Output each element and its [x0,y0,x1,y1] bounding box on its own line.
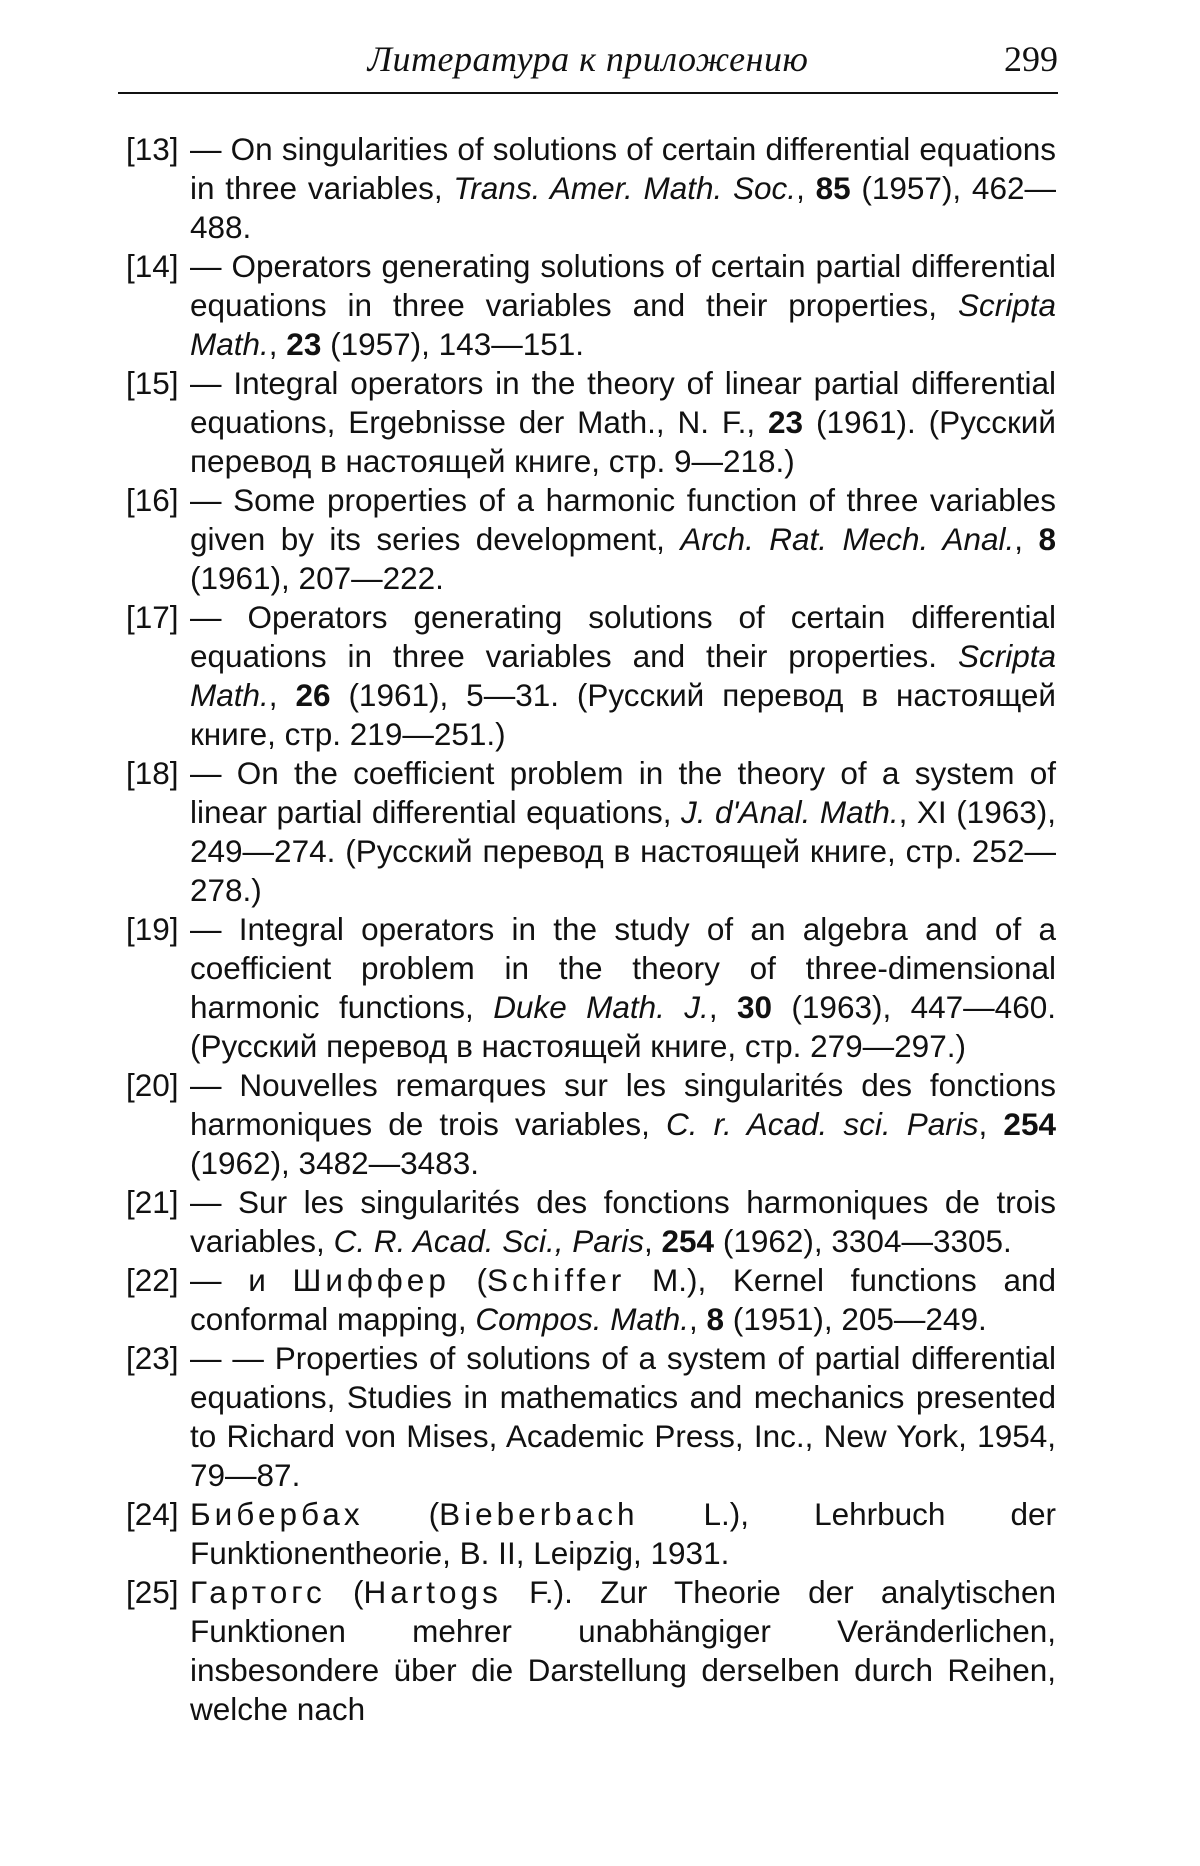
reference-entry [126,598,1056,754]
reference-text-segment: Bieberbach [439,1496,638,1532]
reference-text-segment: Scripta Math. [190,638,1056,713]
reference-text-segment: F.). Zur Theorie der analytischen Funktionen mehrer unabhängiger Veränderlichen, insbesondere über die Darstellung derselben durch Reihen, welche nach [190,1574,1056,1727]
reference-text [190,1066,1056,1183]
reference-entry [126,1066,1056,1183]
reference-entry [126,754,1056,910]
reference-text-segment: L.), Lehrbuch der Funktionentheorie, B. II, Leipzig, 1931. [190,1496,1056,1571]
reference-entry [126,910,1056,1066]
reference-text [190,481,1056,598]
page-number: 299 [1004,38,1058,80]
reference-entry [126,1495,1056,1573]
reference-text-segment: 30 [737,989,772,1025]
reference-text-segment: 26 [295,677,330,713]
reference-text-segment: (1951), 205—249. [724,1301,987,1337]
reference-number: [18] [126,754,179,793]
reference-text-segment: 8 [1038,521,1056,557]
reference-text [190,364,1056,481]
reference-text-segment: , [689,1301,707,1337]
reference-text-segment: M.), Kernel functions and conformal mapping, [190,1262,1056,1337]
reference-text-segment: Compos. Math. [475,1301,689,1337]
reference-text-segment: , [644,1223,662,1259]
reference-text-segment: (1962), 3304—3305. [714,1223,1012,1259]
reference-entry [126,1339,1056,1495]
reference-text-segment: , [269,326,287,362]
reference-text-segment: Бибербах [190,1496,364,1532]
reference-entry [126,1573,1056,1729]
reference-number: [21] [126,1183,179,1222]
book-page [0,0,1200,1866]
reference-entry [126,1261,1056,1339]
reference-number: [25] [126,1573,179,1612]
reference-text [190,754,1056,910]
reference-text-segment: — On the coefficient problem in the theory of a system of linear partial differential equations, [190,755,1056,830]
reference-text-segment: — Some properties of a harmonic function of three variables given by its series development, [190,482,1056,557]
reference-text-segment: Duke Math. J. [493,989,709,1025]
reference-text-segment: — Nouvelles remarques sur les singularités des fonctions harmoniques de trois variables, [190,1067,1056,1142]
reference-text-segment: — Operators generating solutions of certain partial differential equations in three variables and their properties, [190,248,1056,323]
reference-text [190,1261,1056,1339]
reference-text-segment: (1963), 447—460. (Русский перевод в настоящей книге, стр. 279—297.) [190,989,1056,1064]
reference-text-segment: Arch. Rat. Mech. Anal. [680,521,1014,557]
reference-text-segment: 85 [816,170,851,206]
reference-text-segment: , [269,677,296,713]
reference-text-segment: ( [450,1262,487,1298]
reference-number: [14] [126,247,179,286]
reference-number: [15] [126,364,179,403]
reference-number: [20] [126,1066,179,1105]
reference-number: [22] [126,1261,179,1300]
reference-number: [24] [126,1495,179,1534]
reference-entry [126,1183,1056,1261]
reference-entry [126,481,1056,598]
reference-text-segment: Schiffer [487,1262,625,1298]
reference-entry [126,247,1056,364]
header-rule [118,92,1058,94]
reference-text [190,910,1056,1066]
reference-text-segment: (1962), 3482—3483. [190,1145,479,1181]
page-header [118,38,1058,88]
reference-text-segment: — Operators generating solutions of certain differential equations in three variables and their properties. [190,599,1056,674]
reference-text-segment: (1957), 143—151. [321,326,584,362]
reference-text-segment: J. d'Anal. Math. [681,794,899,830]
reference-text-segment: Шиффер [293,1262,450,1298]
reference-text-segment: — и [190,1262,293,1298]
reference-text [190,598,1056,754]
reference-list [126,130,1056,1729]
reference-text-segment: 8 [707,1301,725,1337]
reference-number: [19] [126,910,179,949]
reference-text-segment: Trans. Amer. Math. Soc. [453,170,796,206]
reference-text [190,1495,1056,1573]
reference-text-segment: 254 [662,1223,715,1259]
reference-number: [16] [126,481,179,520]
reference-text-segment: , [796,170,816,206]
reference-text-segment: (1957), 462—488. [190,170,1056,245]
reference-text-segment: (1961). (Русский перевод в настоящей книге, стр. 9—218.) [190,404,1056,479]
reference-text-segment: 23 [286,326,321,362]
reference-text [190,247,1056,364]
reference-number: [13] [126,130,179,169]
reference-text-segment: , [709,989,737,1025]
reference-text-segment: Scripta Math. [190,287,1056,362]
reference-text [190,1573,1056,1729]
reference-text-segment: — — Properties of solutions of a system of partial differential equations, Studies in mathematics and mechanics presented to Richard von Mises, Academic Press, Inc., New York, 1954, 79—87. [190,1340,1056,1493]
reference-number: [17] [126,598,179,637]
reference-text [190,1339,1056,1495]
reference-text-segment: , [1014,521,1038,557]
reference-entry [126,130,1056,247]
reference-text-segment: — Integral operators in the study of an algebra and of a coefficient problem in the theory of three-dimensional harmonic functions, [190,911,1056,1025]
reference-text-segment: 254 [1003,1106,1056,1142]
reference-text-segment: Гартогс [190,1574,326,1610]
reference-text-segment: , [979,1106,1004,1142]
reference-text [190,130,1056,247]
reference-text-segment: ( [326,1574,364,1610]
reference-text-segment: , XI (1963), 249—274. (Русский перевод в настоящей книге, стр. 252—278.) [190,794,1056,908]
reference-text-segment: — Sur les singularités des fonctions harmoniques de trois variables, [190,1184,1056,1259]
reference-text-segment: (1961), 5—31. (Русский перевод в настоящей книге, стр. 219—251.) [190,677,1056,752]
reference-text [190,1183,1056,1261]
reference-text-segment: C. r. Acad. sci. Paris [666,1106,979,1142]
reference-text-segment: — On singularities of solutions of certain differential equations in three variables, [190,131,1056,206]
reference-text-segment: — Integral operators in the theory of linear partial differential equations, Ergebnisse der Math., N. F., [190,365,1056,440]
reference-text-segment: C. R. Acad. Sci., Paris [334,1223,644,1259]
reference-text-segment: (1961), 207—222. [190,560,444,596]
reference-text-segment: 23 [768,404,803,440]
reference-entry [126,364,1056,481]
running-title: Литература к приложению [118,38,1058,80]
reference-text-segment: ( [364,1496,440,1532]
reference-number: [23] [126,1339,179,1378]
reference-text-segment: Hartogs [364,1574,502,1610]
